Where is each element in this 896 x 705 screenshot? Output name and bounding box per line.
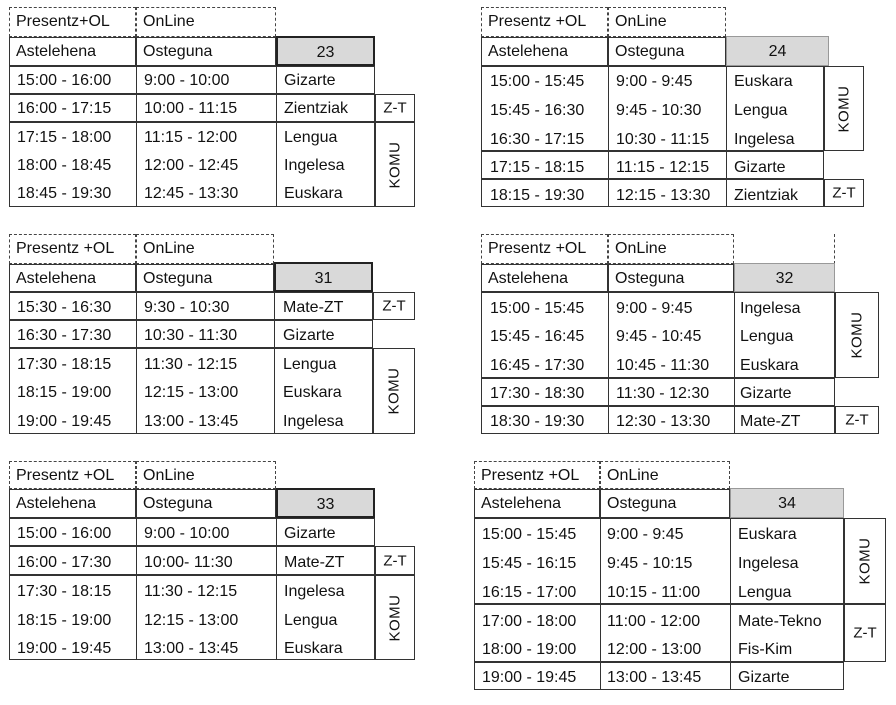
time-presential: 17:30 - 18:30 <box>490 385 585 402</box>
time-presential: 15:00 - 16:00 <box>17 72 112 89</box>
time-presential: 16:15 - 17:00 <box>482 584 577 601</box>
time-online: 13:00 - 13:45 <box>144 640 239 657</box>
time-presential: 18:30 - 19:30 <box>490 413 585 430</box>
time-presential: 16:30 - 17:15 <box>490 131 585 148</box>
subject: Gizarte <box>284 525 336 542</box>
subject: Gizarte <box>283 327 335 344</box>
header-presential: Presentz+OL <box>9 7 136 37</box>
header-online: OnLine <box>608 7 726 37</box>
zt-label: Z-T <box>383 552 407 569</box>
time-presential: 18:45 - 19:30 <box>17 185 112 202</box>
header-online: OnLine <box>136 7 276 37</box>
zt-label-box <box>824 179 864 207</box>
komu-label-box <box>824 66 864 151</box>
time-presential: 18:00 - 18:45 <box>17 157 112 174</box>
komu-label-box <box>375 122 415 207</box>
subject: Zientziak <box>284 100 349 117</box>
time-online: 13:00 - 13:45 <box>607 669 702 686</box>
time-presential: 16:45 - 17:30 <box>490 357 585 374</box>
komu-label: KOMU <box>386 141 404 188</box>
time-online: 12:00 - 13:00 <box>607 641 702 658</box>
group-number: 24 <box>726 36 829 66</box>
subject: Euskara <box>283 384 342 401</box>
time-presential: 16:00 - 17:30 <box>17 554 112 571</box>
time-online: 12:45 - 13:30 <box>144 185 239 202</box>
subject: Lengua <box>284 612 338 629</box>
time-online: 11:30 - 12:30 <box>616 385 710 402</box>
group-number: 34 <box>730 488 844 518</box>
subject: Lengua <box>738 584 792 601</box>
time-presential: 17:30 - 18:15 <box>17 583 112 600</box>
day-presential: Astelehena <box>9 264 136 292</box>
subject: Lengua <box>284 129 338 146</box>
komu-label: KOMU <box>386 594 404 641</box>
column-divider <box>274 292 275 434</box>
subject: Euskara <box>740 357 799 374</box>
time-presential: 17:15 - 18:00 <box>17 129 112 146</box>
komu-label-box <box>373 348 415 434</box>
time-presential: 15:00 - 15:45 <box>490 73 585 90</box>
time-presential: 15:30 - 16:30 <box>17 299 112 316</box>
header-online: OnLine <box>136 234 274 264</box>
subject: Gizarte <box>284 72 336 89</box>
column-divider <box>730 518 731 690</box>
time-online: 11:30 - 12:15 <box>144 356 238 373</box>
time-online: 12:15 - 13:30 <box>616 187 711 204</box>
time-presential: 15:00 - 15:45 <box>490 300 585 317</box>
time-online: 12:00 - 12:45 <box>144 157 239 174</box>
subject: Lengua <box>740 328 794 345</box>
header-online: OnLine <box>608 234 734 264</box>
day-online: Osteguna <box>136 37 276 66</box>
time-presential: 17:30 - 18:15 <box>17 356 112 373</box>
time-online: 13:00 - 13:45 <box>144 413 239 430</box>
header-online: OnLine <box>136 461 276 489</box>
subject: Gizarte <box>734 159 786 176</box>
column-divider <box>608 292 609 434</box>
time-online: 9:00 - 10:00 <box>144 72 230 89</box>
subject: Lengua <box>283 356 337 373</box>
zt-label: Z-T <box>383 99 407 117</box>
subject: Zientziak <box>734 187 799 204</box>
subject: Euskara <box>284 640 343 657</box>
time-online: 9:00 - 9:45 <box>616 300 693 317</box>
day-presential: Astelehena <box>481 264 608 292</box>
time-online: 11:00 - 12:00 <box>607 613 701 630</box>
time-online: 9:45 - 10:30 <box>616 102 702 119</box>
time-online: 11:30 - 12:15 <box>144 583 238 600</box>
time-presential: 15:00 - 16:00 <box>17 525 112 542</box>
time-online: 9:00 - 9:45 <box>616 73 693 90</box>
time-presential: 16:00 - 17:15 <box>17 100 112 117</box>
subject: Ingelesa <box>740 300 801 317</box>
time-presential: 16:30 - 17:30 <box>17 327 112 344</box>
subject: Fis-Kim <box>738 641 793 658</box>
column-divider <box>136 518 137 660</box>
subject: Gizarte <box>740 385 792 402</box>
subject: Ingelesa <box>738 555 799 572</box>
header-online: OnLine <box>600 461 730 489</box>
column-divider <box>136 66 137 207</box>
time-presential: 18:00 - 19:00 <box>482 641 577 658</box>
column-divider <box>276 518 277 660</box>
zt-label: Z-T <box>853 624 877 642</box>
header-presential: Presentz +OL <box>9 461 136 489</box>
column-divider <box>734 292 735 434</box>
time-online: 12:15 - 13:00 <box>144 612 239 629</box>
column-divider <box>600 518 601 690</box>
column-divider <box>608 66 609 207</box>
time-online: 10:45 - 11:30 <box>616 357 710 374</box>
subject: Mate-ZT <box>284 554 345 571</box>
time-presential: 18:15 - 19:00 <box>17 384 112 401</box>
time-presential: 15:45 - 16:45 <box>490 328 585 345</box>
header-presential: Presentz +OL <box>9 234 136 264</box>
day-presential: Astelehena <box>474 489 600 518</box>
column-divider <box>136 292 137 434</box>
subject: Euskara <box>284 185 343 202</box>
group-number: 23 <box>276 36 375 66</box>
day-online: Osteguna <box>136 264 274 292</box>
time-online: 9:30 - 10:30 <box>144 299 230 316</box>
group-number: 32 <box>734 263 835 292</box>
subject: Lengua <box>734 102 788 119</box>
time-presential: 15:45 - 16:30 <box>490 102 585 119</box>
column-divider <box>726 66 727 207</box>
header-presential: Presentz +OL <box>481 7 608 37</box>
header-presential: Presentz +OL <box>474 461 600 489</box>
group-number: 33 <box>276 488 375 518</box>
day-online: Osteguna <box>608 264 734 292</box>
time-online: 10:30 - 11:15 <box>616 131 710 148</box>
group-number: 31 <box>274 262 373 292</box>
zt-label: Z-T <box>845 411 869 429</box>
zt-label-box <box>835 406 879 434</box>
komu-label-box <box>375 575 415 660</box>
time-online: 11:15 - 12:15 <box>616 159 710 176</box>
time-presential: 18:15 - 19:00 <box>17 612 112 629</box>
komu-label-box <box>844 518 886 604</box>
subject: Mate-ZT <box>740 413 801 430</box>
komu-label: KOMU <box>848 311 866 359</box>
time-presential: 17:15 - 18:15 <box>490 159 585 176</box>
time-online: 10:30 - 11:30 <box>144 327 238 344</box>
time-online: 9:45 - 10:45 <box>616 328 702 345</box>
day-online: Osteguna <box>608 37 726 66</box>
zt-label: Z-T <box>832 184 856 202</box>
time-online: 10:15 - 11:00 <box>607 584 701 601</box>
time-online: 9:00 - 9:45 <box>607 526 684 543</box>
subject: Mate-ZT <box>283 299 344 316</box>
zt-label-box <box>844 604 886 662</box>
subject: Gizarte <box>738 669 790 686</box>
zt-label-box <box>375 546 415 575</box>
subject: Ingelesa <box>734 131 795 148</box>
header-presential: Presentz +OL <box>481 234 608 264</box>
zt-label-box <box>375 94 415 122</box>
time-online: 10:00 - 11:15 <box>144 100 238 117</box>
column-divider <box>834 234 835 264</box>
subject: Euskara <box>738 526 797 543</box>
time-online: 9:45 - 10:15 <box>607 555 693 572</box>
day-online: Osteguna <box>136 489 276 518</box>
subject: Ingelesa <box>284 583 345 600</box>
day-presential: Astelehena <box>9 37 136 66</box>
time-presential: 19:00 - 19:45 <box>482 669 577 686</box>
time-presential: 17:00 - 18:00 <box>482 613 577 630</box>
subject: Ingelesa <box>284 157 345 174</box>
time-online: 9:00 - 10:00 <box>144 525 230 542</box>
komu-label-box <box>835 292 879 378</box>
zt-label: Z-T <box>382 297 406 315</box>
day-presential: Astelehena <box>481 37 608 66</box>
time-online: 10:00- 11:30 <box>144 554 233 571</box>
time-online: 11:15 - 12:00 <box>144 129 238 146</box>
column-divider <box>276 66 277 207</box>
subject: Mate-Tekno <box>738 613 822 630</box>
time-online: 12:15 - 13:00 <box>144 384 239 401</box>
komu-label: KOMU <box>856 537 874 585</box>
time-presential: 19:00 - 19:45 <box>17 640 112 657</box>
subject: Euskara <box>734 73 793 90</box>
day-presential: Astelehena <box>9 489 136 518</box>
time-online: 12:30 - 13:30 <box>616 413 711 430</box>
time-presential: 15:00 - 15:45 <box>482 526 577 543</box>
subject: Ingelesa <box>283 413 344 430</box>
komu-label: KOMU <box>385 367 403 415</box>
komu-label: KOMU <box>835 85 853 132</box>
time-presential: 15:45 - 16:15 <box>482 555 577 572</box>
time-presential: 18:15 - 19:30 <box>490 187 585 204</box>
zt-label-box <box>373 292 415 320</box>
time-presential: 19:00 - 19:45 <box>17 413 112 430</box>
day-online: Osteguna <box>600 489 730 518</box>
